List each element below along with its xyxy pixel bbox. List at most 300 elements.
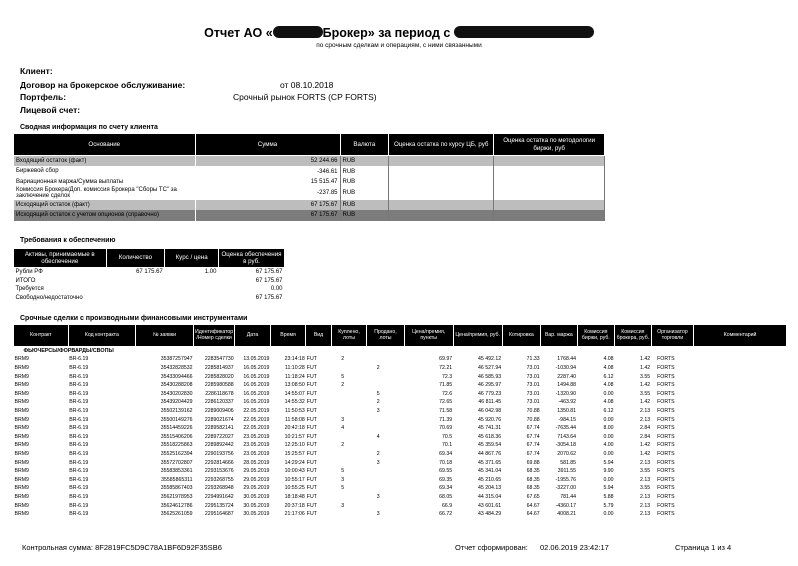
trade-cell: FUT [306,425,317,432]
trade-cell: 71.85 [439,382,453,389]
trades-col-price-points: Цена/премия, пункты [404,325,453,347]
trade-cell: 4.08 [603,382,614,389]
trade-cell: 35387257947 [160,356,193,363]
trade-cell: 5 [376,390,380,397]
trade-cell: BRM9 [14,399,29,406]
trades-col-comment: Комментарий [694,325,787,347]
trade-row [14,416,787,425]
contract-label: Договор на брокерское обслуживание: [20,80,186,90]
trade-cell: BR-6.19 [69,485,89,492]
trade-cell: 23.05.2019 [243,442,270,449]
trade-cell: -463.92 [558,399,577,406]
trade-cell: 4008.21 [557,511,577,518]
trade-cell: BR-6.19 [69,390,89,397]
collateral-col-value: Оценка обеспечения в руб. [218,249,284,268]
trade-cell: 3 [376,511,380,518]
trade-cell: 3911.55 [557,468,577,475]
trade-cell: 30.05.2019 [243,502,270,509]
trade-cell: 23.05.2019 [243,433,270,440]
trade-cell: 35500149276 [160,416,193,423]
trade-cell: 10:55:17 [284,476,305,483]
trade-cell: FUT [306,364,317,371]
summary-exchange-cell [494,200,605,210]
checksum-value: 8F2819FC5D9C78A1BF6D92F35SB6 [95,543,222,552]
trade-cell [694,381,787,390]
trade-cell: 68.35 [526,468,540,475]
trade-cell: 13:08:50 [284,382,305,389]
trade-cell: 70.1 [442,442,453,449]
trade-cell: BR-6.19 [69,416,89,423]
trade-cell: 46 295.97 [478,382,502,389]
trade-cell: 43 484.29 [478,511,502,518]
trade-cell: 2 [341,442,345,449]
trade-cell: 11:50:53 [284,407,305,414]
trade-cell [331,399,367,408]
trade-cell: 15:25:57 [284,451,305,458]
trade-cell: BR-6.19 [69,451,89,458]
trade-cell: 4.08 [603,356,614,363]
trade-cell: 44 315.04 [478,494,502,501]
summary-currency-cell: RUB [340,166,389,176]
summary-row [14,177,605,187]
trade-cell: -1030.94 [555,364,577,371]
collateral-col-qty: Количество [106,249,165,268]
collateral-row [14,285,285,294]
trades-section-title: Срочные сделки с производными финансовыми инструментами [20,315,248,322]
trade-cell: 43 601.61 [478,502,502,509]
trade-cell: 68.35 [526,485,540,492]
collateral-value-cell: 0.00 [270,286,283,293]
trade-row [14,424,787,433]
trade-cell [694,407,787,416]
trade-cell: 35433094466 [160,373,193,380]
trade-cell: 69.88 [526,459,540,466]
trade-cell [367,381,404,390]
trade-cell [694,502,787,511]
summary-row [14,187,605,200]
trade-cell: FORTS [657,433,675,440]
trade-cell [367,502,404,511]
trades-header-row [14,325,787,347]
trade-cell: 2295164687 [204,511,234,518]
trade-cell: 69.35 [439,476,453,483]
trade-cell: 0.00 [603,451,614,458]
trade-cell: 16.05.2019 [243,382,270,389]
trade-cell: 3 [376,459,380,466]
trades-col-sold: Продано, лоты [367,325,404,347]
trade-cell [367,416,404,425]
trade-cell: 3 [341,416,345,423]
trade-cell: -7635.44 [555,425,577,432]
trade-cell: BR-6.19 [69,382,89,389]
trade-cell: FUT [306,407,317,414]
trade-cell: BR-6.19 [69,433,89,440]
trade-cell: BRM9 [14,425,29,432]
trades-col-deal-id: Идентификатор /Номер сделки [194,325,235,347]
trade-cell: BRM9 [14,476,29,483]
trade-cell [694,468,787,477]
trade-cell: 67.65 [526,494,540,501]
trade-cell: 45 618.36 [478,433,502,440]
trade-cell: FORTS [657,502,675,509]
trade-cell: 45 371.65 [478,459,502,466]
collateral-col-rate: Курс / цена [165,249,219,268]
trade-cell: 2.84 [640,433,651,440]
trade-cell: FORTS [657,451,675,458]
trade-cell: 45 920.76 [478,416,502,423]
summary-col-basis: Основание [14,134,196,156]
trade-cell: FUT [306,468,317,475]
summary-currency-cell: RUB [340,187,389,200]
summary-basis-cell: Биржевой сбор [14,166,196,176]
trade-cell [331,459,367,468]
generated-label: Отчет сформирован: [455,543,528,552]
trade-cell: BRM9 [14,416,29,423]
trade-cell: 73.01 [526,373,540,380]
summary-amount-cell: -346.61 [195,166,340,176]
trade-cell [694,356,787,365]
trades-col-date: Дата [235,325,271,347]
trade-cell: 35518225863 [160,442,193,449]
trade-cell: BR-6.19 [69,373,89,380]
trade-cell: 23.05.2019 [243,451,270,458]
trade-cell: BRM9 [14,502,29,509]
trade-cell: 35585865311 [161,476,193,483]
trade-cell [694,433,787,442]
summary-amount-cell: -237.85 [195,187,340,200]
trade-cell: BRM9 [14,442,29,449]
trade-cell: 45 492.12 [478,356,502,363]
trade-cell: 67.74 [526,451,540,458]
trade-cell [367,424,404,433]
trade-cell: 2.13 [640,511,651,518]
report-title [0,26,798,40]
summary-basis-cell: Комиссия Брокера/Доп. комиссия Брокера "Сборы ТС" за заключение сделок [14,187,196,200]
trade-cell: 66.9 [442,502,453,509]
collateral-table [13,248,285,302]
trade-cell: BRM9 [14,356,29,363]
trade-cell: 35572702807 [160,459,193,466]
trade-cell: 10:00:43 [284,468,305,475]
trade-cell: 14:29:24 [284,459,305,466]
trade-cell: 10:21:57 [284,433,305,440]
trade-cell: 2289722027 [204,433,234,440]
title-middle: Брокер» за период с [322,26,451,40]
trade-cell [367,356,404,365]
trade-cell: 2.13 [640,494,651,501]
trade-cell: 14:55:32 [284,399,305,406]
trade-cell: 4 [341,425,345,432]
trade-cell [694,485,787,494]
trade-cell: 72.3 [442,373,453,380]
trade-cell: 2289021674 [204,416,234,423]
trade-cell [367,476,404,485]
trade-cell [694,450,787,459]
trade-cell: FORTS [657,476,675,483]
trade-cell: FUT [306,356,317,363]
collateral-qty-cell [106,285,165,294]
trade-cell: 29.05.2019 [243,476,270,483]
trade-cell: BRM9 [14,468,29,475]
trade-cell: 8.00 [603,425,614,432]
collateral-row [14,294,285,303]
trade-row [14,433,787,442]
trade-cell: 2.13 [640,407,651,414]
trade-cell: FORTS [657,494,675,501]
trades-col-order: № заявки [136,325,194,347]
summary-col-currency: Валюта [340,134,389,156]
trade-cell: BR-6.19 [69,494,89,501]
trade-cell [331,407,367,416]
trade-cell: 35439204429 [160,399,193,406]
trade-cell: BRM9 [14,382,29,389]
trade-row [14,381,787,390]
trade-cell: 2292814666 [204,459,234,466]
summary-table [13,133,605,221]
trade-cell: 0.00 [603,511,614,518]
trade-cell: FORTS [657,373,675,380]
trade-cell: BR-6.19 [69,502,89,509]
trade-cell: 18:18:48 [284,494,305,501]
summary-cb-cell [389,200,494,210]
trade-cell: 5 [341,468,345,475]
trade-cell: BRM9 [14,494,29,501]
trade-cell: 29.05.2019 [243,485,270,492]
summary-col-cb-estimate: Оценка остатка по курсу ЦБ, руб [389,134,494,156]
collateral-row [14,268,285,277]
trade-cell: 73.01 [526,390,540,397]
trade-cell [694,364,787,373]
trade-cell: FORTS [657,485,675,492]
trade-cell: BR-6.19 [69,425,89,432]
summary-exchange-cell [494,166,605,176]
trade-cell: 13.05.2019 [243,356,270,363]
trade-cell [331,493,367,502]
trade-cell: 35525162394 [160,451,193,458]
trade-cell: 45 204.13 [478,485,502,492]
trade-cell [694,442,787,451]
trade-cell: 73.01 [526,382,540,389]
collateral-qty-cell: 67 175.67 [136,269,163,276]
trade-row [14,476,787,485]
trade-cell: FUT [306,373,317,380]
trade-cell: 2295135724 [204,502,234,509]
trade-cell: BRM9 [14,373,29,380]
trade-cell: 1350.81 [557,407,577,414]
trade-cell: BR-6.19 [69,364,89,371]
trade-cell: 3.55 [640,390,651,397]
trade-cell [367,373,404,382]
trade-cell [694,399,787,408]
collateral-rate-cell [165,285,219,294]
trade-cell: 73.01 [526,364,540,371]
trade-cell: 2285980588 [204,382,234,389]
trade-cell: 69.97 [439,356,453,363]
summary-cb-cell [389,177,494,187]
summary-basis-cell: Входящий остаток (факт) [14,156,196,167]
trade-cell: FUT [306,476,317,483]
trade-row [14,459,787,468]
trade-cell: 67.74 [526,442,540,449]
checksum-label: Контрольная сумма: [22,543,94,552]
trade-cell: 71.58 [439,407,453,414]
portfolio-value: Срочный рынок FORTS (СР FORTS) [233,92,377,102]
trade-cell: 2287.40 [557,373,577,380]
trade-cell: 70.5 [442,433,453,440]
client-label: Клиент: [20,66,53,76]
trade-cell: 30.05.2019 [243,494,270,501]
trade-cell [367,442,404,451]
trade-cell: 2.13 [640,476,651,483]
trade-cell [367,468,404,477]
summary-cb-cell [389,210,494,220]
trade-cell: FUT [306,433,317,440]
trade-row [14,485,787,494]
collateral-rate-cell [165,294,219,303]
trade-cell: FORTS [657,468,675,475]
trade-cell: 3.55 [640,468,651,475]
summary-currency-cell: RUB [340,200,389,210]
trade-cell: 22.05.2019 [243,425,270,432]
trade-row [14,356,787,365]
collateral-value-cell: 67 175.67 [255,277,283,284]
trade-cell: 3 [376,494,380,501]
trade-cell: 45 210.65 [478,476,502,483]
trade-cell: 22.05.2019 [243,416,270,423]
summary-row [14,166,605,176]
trade-cell: -1320.90 [555,390,577,397]
trade-cell [694,459,787,468]
trade-cell: 66.72 [439,511,453,518]
trade-cell: 3 [341,502,345,509]
trade-cell: 35624612786 [160,502,193,509]
collateral-col-asset: Активы, принимаемые в обеспечение [14,249,107,268]
collateral-asset-cell: Свободно/недостаточно [15,295,83,302]
trade-cell: 5.94 [603,459,614,466]
trade-row [14,373,787,382]
trade-cell: 2289892442 [204,442,234,449]
trade-cell: BR-6.19 [69,476,89,483]
summary-col-exchange-estimate: Оценка остатка по методологии биржи, руб [494,134,605,156]
trade-cell: 70.88 [526,416,540,423]
trade-cell [694,416,787,425]
collateral-asset-cell: Рубли РФ [15,269,43,276]
trade-cell [694,424,787,433]
trade-cell: FORTS [657,511,675,518]
trade-cell: 2.84 [640,425,651,432]
trade-cell: 44 867.76 [478,451,502,458]
trade-row [14,442,787,451]
collateral-header-row [14,249,285,268]
trade-cell: 2 [376,451,380,458]
trade-cell: 2 [341,382,345,389]
trade-cell: 72.65 [439,399,453,406]
trade-cell: 68.35 [526,476,540,483]
trade-cell: BRM9 [14,407,29,414]
trades-col-bought: Куплено, лоты [331,325,367,347]
trade-cell: 2294991642 [204,494,234,501]
trade-cell: -3054.18 [555,442,577,449]
trades-group-label: ФЬЮЧЕРСЫ/ФОРВАРДЫ/СВОПЫ [23,347,114,354]
trade-cell: FUT [306,451,317,458]
trade-cell: 20:42:18 [284,425,305,432]
trade-cell: 5.88 [603,494,614,501]
summary-cb-cell [389,187,494,200]
trade-cell: 4 [376,433,380,440]
trade-cell: 46 585.93 [478,373,502,380]
trade-cell: 1.42 [640,442,651,449]
trades-group-row [14,347,787,356]
trade-cell: 20:37:18 [284,502,305,509]
collateral-qty-cell [106,294,165,303]
trades-col-var-margin: Вар. маржа [541,325,577,347]
trade-cell: FORTS [657,356,675,363]
trade-cell: FUT [306,502,317,509]
collateral-row [14,277,285,286]
trade-cell: FORTS [657,390,675,397]
trade-cell: BR-6.19 [69,511,89,518]
trade-cell: 2293153676 [204,468,234,475]
summary-header-row [14,134,605,156]
trade-cell [331,433,367,442]
trade-cell: 72.21 [439,364,453,371]
trade-cell [694,476,787,485]
trade-cell: 11:18:24 [284,373,305,380]
trade-cell: BRM9 [14,364,29,371]
trade-cell [367,485,404,494]
trade-cell: BR-6.19 [69,356,89,363]
trade-cell: 2289582141 [204,425,234,432]
summary-currency-cell: RUB [340,177,389,187]
trade-cell [694,390,787,399]
collateral-rate-cell: 1.00 [204,269,217,276]
trade-cell: FORTS [657,416,675,423]
trade-cell: 581.85 [560,459,577,466]
trade-cell: 70.18 [439,459,453,466]
trade-cell: FORTS [657,382,675,389]
trade-row [14,364,787,373]
trades-col-exchange-fee: Комиссия биржи, руб. [577,325,615,347]
trade-row [14,468,787,477]
trades-col-time: Время [270,325,305,347]
trade-cell: 71.33 [526,356,540,363]
trade-cell: 2.13 [640,459,651,466]
trade-cell: 70.69 [439,425,453,432]
trade-cell: BRM9 [14,459,29,466]
contract-value: от 08.10.2018 [280,80,334,90]
trade-cell: 3.55 [640,485,651,492]
trade-cell: -984.15 [558,416,577,423]
summary-amount-cell: 67 175.67 [195,210,340,220]
trades-col-broker-fee: Комиссия брокера, руб. [615,325,652,347]
trade-cell: 2070.62 [557,451,577,458]
trade-row [14,511,787,520]
summary-currency-cell: RUB [340,210,389,220]
trade-cell: 69.34 [439,451,453,458]
summary-section-title: Сводная информация по счету клиента [20,124,158,131]
trade-cell: 35585867403 [160,485,193,492]
trade-cell: 2283547730 [204,356,234,363]
title-prefix: Отчет АО « [204,26,273,40]
trade-cell: 64.67 [526,502,540,509]
generated-value: 02.06.2019 23:42:17 [540,543,609,552]
trade-cell: 23:14:18 [284,356,305,363]
trade-cell: 9.90 [603,468,614,475]
trade-cell: 2293268948 [204,485,234,492]
trade-cell: 3 [341,476,345,483]
trade-cell: -4360.17 [555,502,577,509]
trade-cell: 2285814937 [204,364,234,371]
